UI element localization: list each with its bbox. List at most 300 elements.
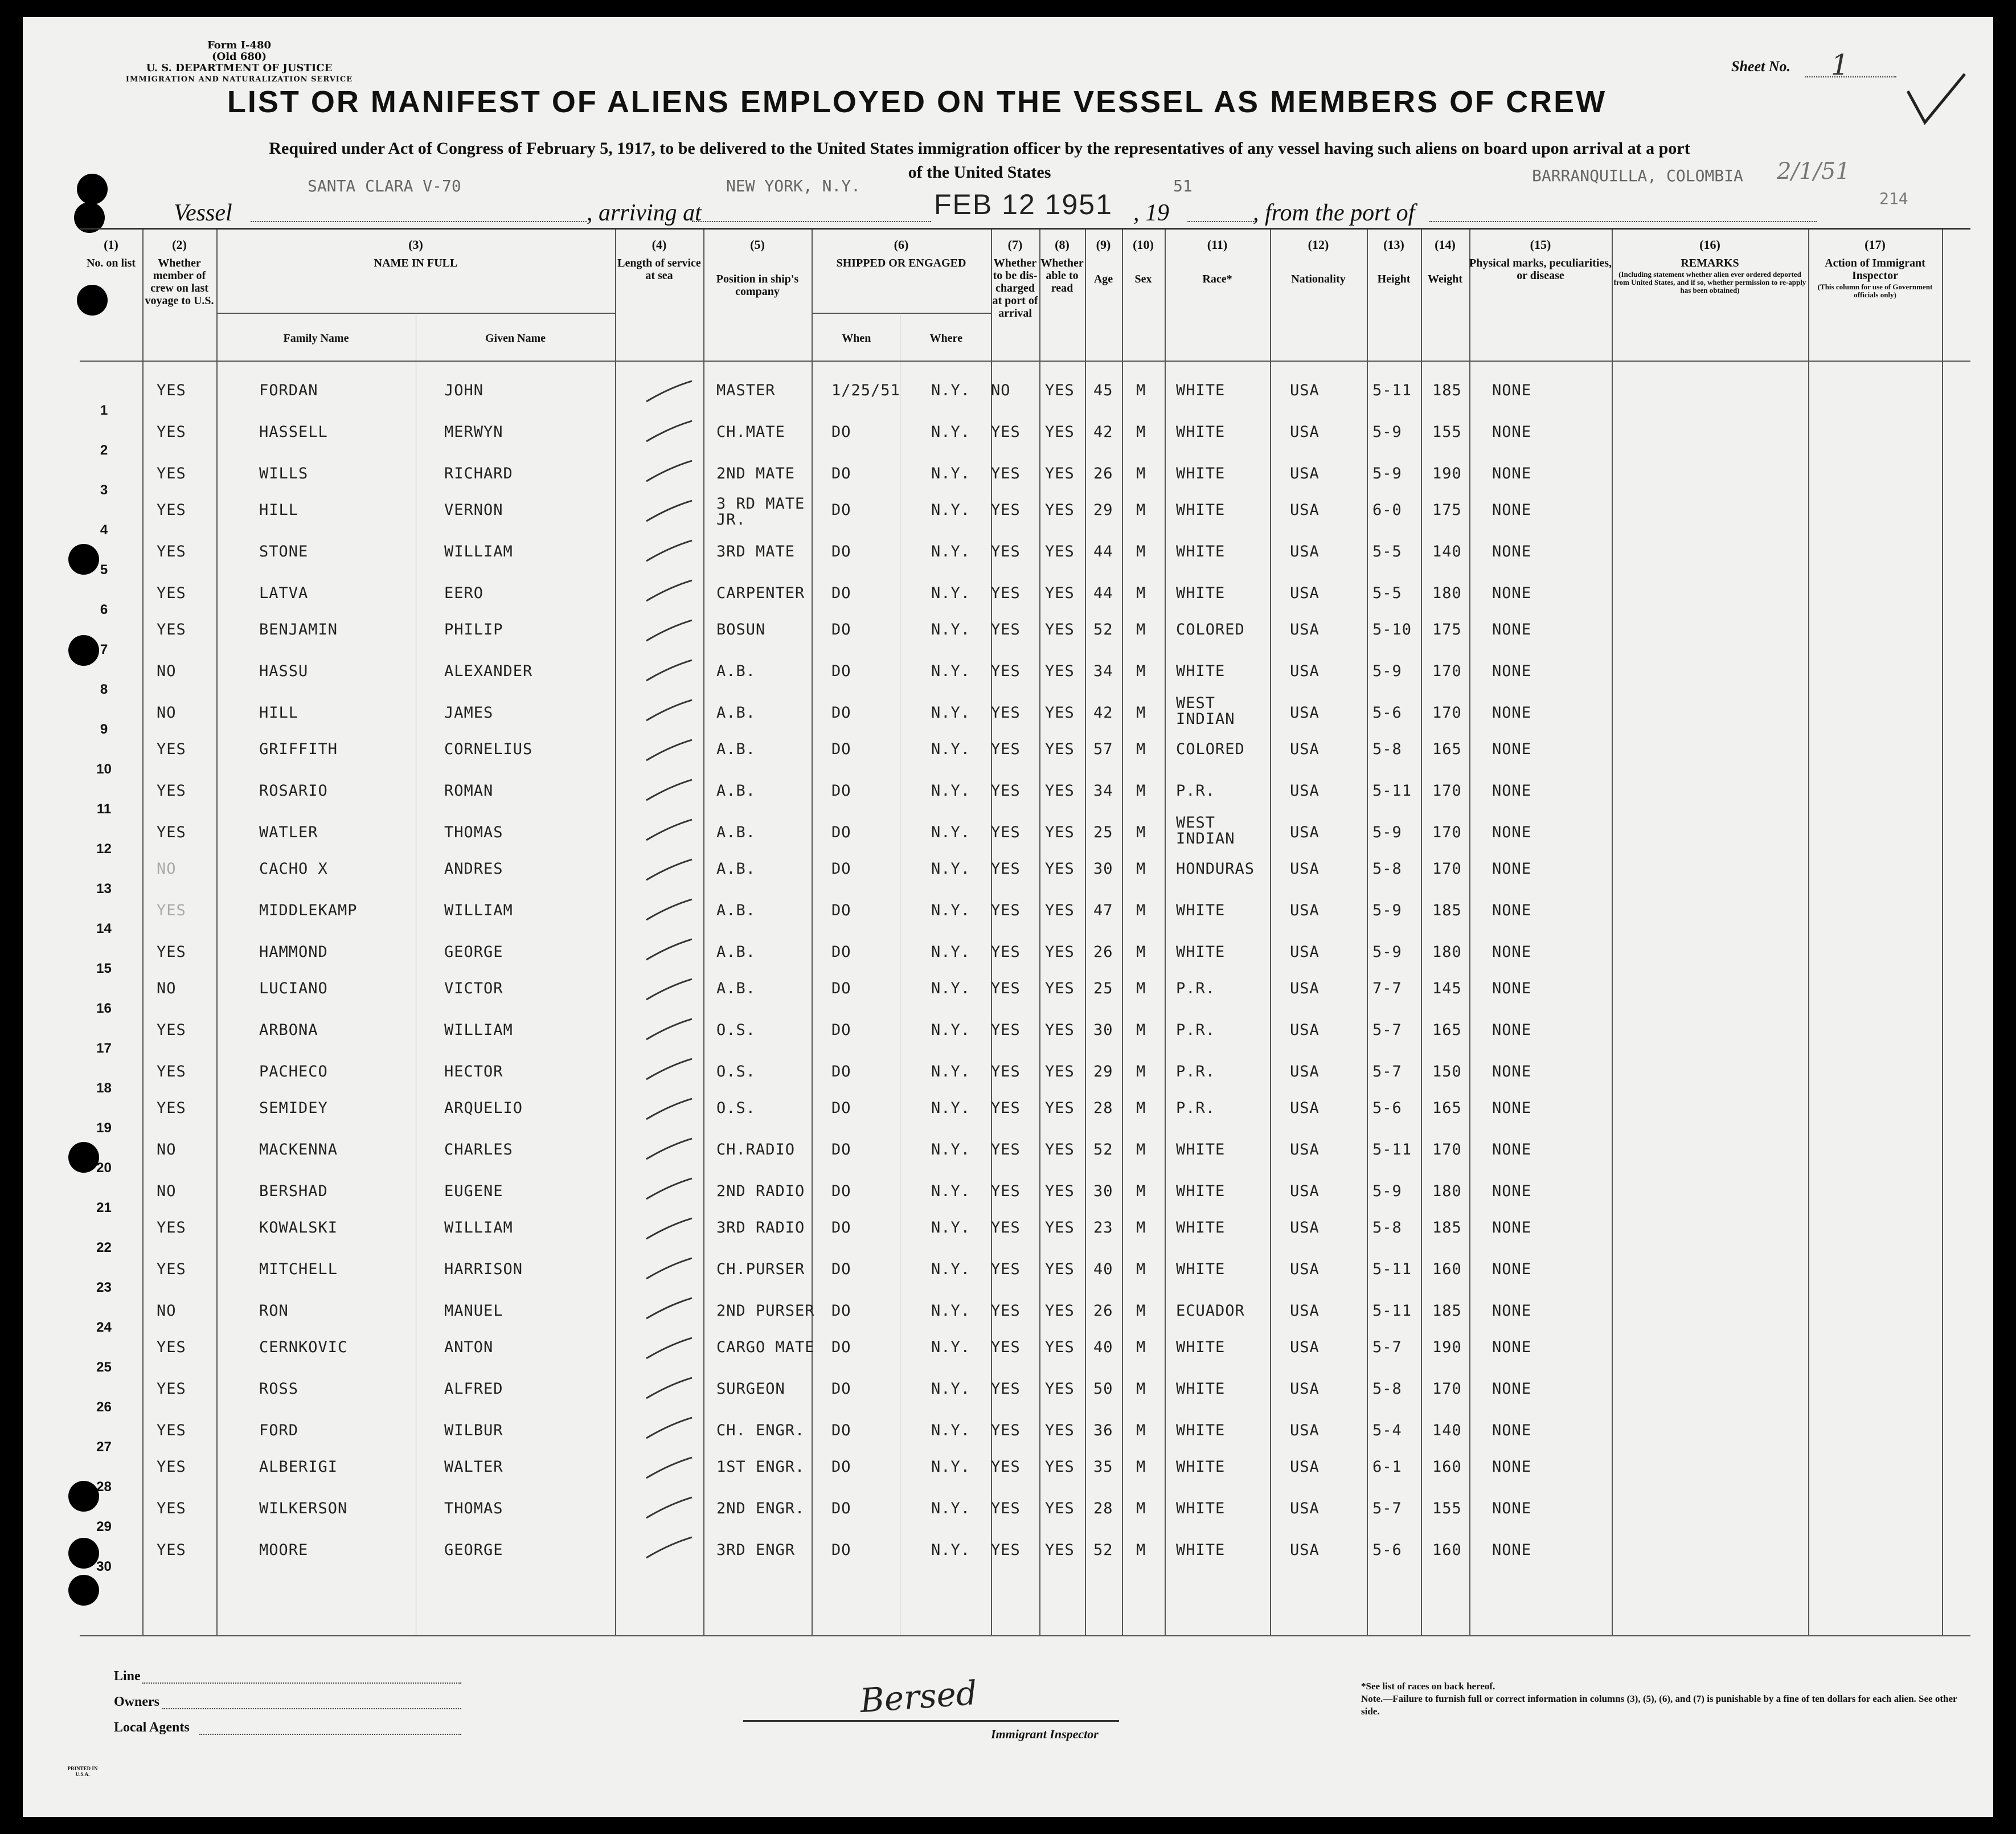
row-number: 21 [96, 1200, 112, 1215]
cell-when: DO [831, 584, 851, 602]
owners-dotline [162, 1708, 461, 1709]
cell-w: 170 [1432, 1380, 1462, 1398]
cell-nat: USA [1290, 382, 1320, 399]
cell-given: GEORGE [444, 1541, 503, 1559]
cell-h: 5-11 [1372, 1141, 1412, 1158]
cell-disch: YES [991, 1422, 1021, 1439]
cell-fam: MIDDLEKAMP [259, 902, 358, 919]
cell-fam: ROSARIO [259, 782, 328, 800]
cell-sex: M [1136, 1141, 1146, 1158]
cell-w: 185 [1432, 1302, 1462, 1320]
from-port-dotline [1429, 221, 1817, 222]
cell-age: 36 [1093, 1422, 1113, 1439]
cell-when: DO [831, 621, 851, 638]
column-header [1421, 239, 1469, 285]
cell-given: ARQUELIO [444, 1099, 523, 1117]
cell-marks: NONE [1492, 704, 1532, 722]
cell-marks: NONE [1492, 860, 1532, 878]
departure-port-value: BARRANQUILLA, COLOMBIA [1532, 166, 1743, 185]
cell-w: 190 [1432, 465, 1462, 482]
cell-when: DO [831, 465, 851, 482]
cell-sex: M [1136, 1380, 1146, 1398]
cell-nat: USA [1290, 584, 1320, 602]
cell-w: 170 [1432, 704, 1462, 722]
cell-read: YES [1045, 704, 1075, 722]
pen-stroke [644, 1016, 695, 1044]
cell-age: 40 [1093, 1338, 1113, 1356]
cell-when: DO [831, 543, 851, 560]
cell-fam: MOORE [259, 1541, 309, 1559]
cell-age: 52 [1093, 1541, 1113, 1559]
cell-when: DO [831, 1099, 851, 1117]
cell-w: 150 [1432, 1063, 1462, 1080]
cell-sex: M [1136, 543, 1146, 560]
year-value: 51 [1173, 177, 1193, 195]
cell-pos: A.B. [716, 980, 756, 997]
column-number: (10) [1133, 238, 1154, 252]
cell-given: EUGENE [444, 1182, 503, 1200]
cell-h: 5-9 [1372, 662, 1402, 680]
cell-sex: M [1136, 740, 1146, 758]
cell-when: DO [831, 1380, 851, 1398]
column-label: Length of service at sea [617, 257, 701, 282]
cell-fam: FORDAN [259, 382, 318, 399]
cell-c2: NO [157, 704, 177, 722]
cell-w: 160 [1432, 1458, 1462, 1476]
cell-nat: USA [1290, 1219, 1320, 1237]
cell-nat: USA [1290, 501, 1320, 519]
line-label: Line [114, 1669, 141, 1684]
cell-race: P.R. [1176, 782, 1216, 800]
cell-race: WHITE [1176, 1338, 1226, 1356]
cell-c2: YES [157, 1380, 186, 1398]
cell-nat: USA [1290, 1458, 1320, 1476]
cell-h: 5-4 [1372, 1422, 1402, 1439]
cell-given: CORNELIUS [444, 740, 533, 758]
statute-line-1: Required under Act of Congress of February 5, 1917, to be delivered to the United States immigration officer by the representatives of any vessel having such aliens on board upon arrival at a port [269, 139, 1690, 158]
cell-disch: YES [991, 902, 1021, 919]
cell-read: YES [1045, 1338, 1075, 1356]
handwritten-date: 2/1/51 [1777, 158, 1850, 185]
cell-w: 170 [1432, 1141, 1462, 1158]
cell-race: P.R. [1176, 1063, 1216, 1080]
cell-sex: M [1136, 1541, 1146, 1559]
cell-race: COLORED [1176, 621, 1245, 638]
row-number: 2 [100, 443, 108, 458]
cell-nat: USA [1290, 1021, 1320, 1039]
cell-given: WALTER [444, 1458, 503, 1476]
cell-disch: NO [991, 382, 1011, 399]
arriving-dotline [692, 221, 931, 222]
cell-nat: USA [1290, 824, 1320, 841]
cell-read: YES [1045, 980, 1075, 997]
cell-fam: SEMIDEY [259, 1099, 328, 1117]
cell-given: HARRISON [444, 1260, 523, 1278]
cell-pos: CH.MATE [716, 423, 785, 441]
cell-w: 145 [1432, 980, 1462, 997]
column-label: Nationality [1291, 273, 1346, 285]
cell-pos: A.B. [716, 860, 756, 878]
column-number: (13) [1383, 238, 1404, 252]
cell-marks: NONE [1492, 740, 1532, 758]
column-subnote: (This column for use of Government officials only) [1817, 283, 1933, 299]
cell-sex: M [1136, 1182, 1146, 1200]
pen-stroke [644, 617, 695, 645]
pen-stroke [644, 896, 695, 924]
column-number: (9) [1096, 238, 1111, 252]
cell-c2: YES [157, 1500, 186, 1517]
crew-table [80, 228, 1970, 1636]
cell-h: 5-8 [1372, 860, 1402, 878]
cell-race: WHITE [1176, 1380, 1226, 1398]
pen-stroke [644, 736, 695, 765]
cell-disch: YES [991, 704, 1021, 722]
cell-h: 5-7 [1372, 1338, 1402, 1356]
cell-race: HONDURAS [1176, 860, 1255, 878]
cell-h: 5-11 [1372, 382, 1412, 399]
cell-c2: YES [157, 1260, 186, 1278]
cell-age: 50 [1093, 1380, 1113, 1398]
cell-when: DO [831, 1422, 851, 1439]
row-number: 18 [96, 1080, 112, 1096]
cell-marks: NONE [1492, 1260, 1532, 1278]
column-header [812, 239, 991, 269]
pen-stroke [644, 378, 695, 406]
pen-stroke [644, 1055, 695, 1084]
cell-pos: A.B. [716, 662, 756, 680]
cell-w: 185 [1432, 382, 1462, 399]
cell-c2: YES [157, 382, 186, 399]
column-header [1367, 239, 1421, 285]
cell-w: 175 [1432, 621, 1462, 638]
pen-stroke [644, 457, 695, 486]
cell-disch: YES [991, 943, 1021, 961]
cell-given: WILLIAM [444, 543, 513, 560]
cell-disch: YES [991, 662, 1021, 680]
column-label: Height [1377, 273, 1411, 285]
cell-sex: M [1136, 662, 1146, 680]
cell-read: YES [1045, 1422, 1075, 1439]
cell-w: 180 [1432, 584, 1462, 602]
cell-pos: 3 RD MATE JR. [716, 495, 805, 529]
column-number: (7) [1007, 238, 1023, 252]
cell-read: YES [1045, 382, 1075, 399]
row-number: 29 [96, 1519, 112, 1534]
cell-c2: YES [157, 740, 186, 758]
cell-sex: M [1136, 1500, 1146, 1517]
cell-race: COLORED [1176, 740, 1245, 758]
cell-nat: USA [1290, 1338, 1320, 1356]
cell-given: THOMAS [444, 1500, 503, 1517]
cell-where: N.Y. [931, 1541, 971, 1559]
cell-sex: M [1136, 1063, 1146, 1080]
cell-race: WHITE [1176, 1219, 1226, 1237]
cell-given: ANTON [444, 1338, 494, 1356]
column-header [615, 239, 703, 282]
cell-where: N.Y. [931, 1021, 971, 1039]
cell-c2: YES [157, 465, 186, 482]
column-header [1122, 239, 1165, 285]
cell-race: WHITE [1176, 662, 1226, 680]
cell-age: 47 [1093, 902, 1113, 919]
cell-disch: YES [991, 1219, 1021, 1237]
cell-race: WHITE [1176, 465, 1226, 482]
cell-marks: NONE [1492, 584, 1532, 602]
cell-age: 40 [1093, 1260, 1113, 1278]
cell-c2: YES [157, 584, 186, 602]
cell-read: YES [1045, 1021, 1075, 1039]
cell-given: ALFRED [444, 1380, 503, 1398]
cell-marks: NONE [1492, 782, 1532, 800]
pen-stroke [644, 657, 695, 685]
cell-pos: BOSUN [716, 621, 766, 638]
cell-where: N.Y. [931, 1219, 971, 1237]
cell-w: 140 [1432, 1422, 1462, 1439]
row-number: 12 [96, 841, 112, 857]
line-dotline [142, 1682, 461, 1684]
column-subnote: (Including statement whether alien ever ordered deported from United States, and if so, whether permission to re-apply has been obtained) [1613, 270, 1806, 294]
cell-h: 5-11 [1372, 782, 1412, 800]
cell-where: N.Y. [931, 1063, 971, 1080]
cell-age: 35 [1093, 1458, 1113, 1476]
cell-read: YES [1045, 543, 1075, 560]
row-number: 3 [100, 482, 108, 498]
cell-fam: WILLS [259, 465, 309, 482]
cell-disch: YES [991, 980, 1021, 997]
row-number: 24 [96, 1320, 112, 1335]
cell-c2: YES [157, 1422, 186, 1439]
cell-nat: USA [1290, 1302, 1320, 1320]
row-number: 10 [96, 762, 112, 777]
cell-disch: YES [991, 1141, 1021, 1158]
cell-age: 30 [1093, 1021, 1113, 1039]
row-number: 15 [96, 961, 112, 976]
cell-race: WHITE [1176, 1182, 1226, 1200]
pen-stroke [644, 1135, 695, 1164]
cell-pos: CH.RADIO [716, 1141, 796, 1158]
cell-given: VICTOR [444, 980, 503, 997]
row-number: 1 [100, 403, 108, 418]
cell-w: 170 [1432, 860, 1462, 878]
cell-read: YES [1045, 824, 1075, 841]
cell-read: YES [1045, 423, 1075, 441]
cell-fam: LATVA [259, 584, 309, 602]
cell-sex: M [1136, 980, 1146, 997]
cell-fam: HASSU [259, 662, 309, 680]
cell-read: YES [1045, 621, 1075, 638]
cell-given: RICHARD [444, 465, 513, 482]
pen-stroke [644, 577, 695, 605]
cell-c2: NO [157, 1182, 177, 1200]
column-header [991, 239, 1039, 320]
cell-when: DO [831, 704, 851, 722]
cell-marks: NONE [1492, 662, 1532, 680]
cell-w: 170 [1432, 824, 1462, 841]
cell-c2: YES [157, 943, 186, 961]
cell-read: YES [1045, 1302, 1075, 1320]
manifest-sheet [23, 17, 1993, 1817]
cell-pos: SURGEON [716, 1380, 785, 1398]
cell-pos: A.B. [716, 902, 756, 919]
cell-pos: A.B. [716, 943, 756, 961]
row-number: 23 [96, 1280, 112, 1295]
cell-age: 45 [1093, 382, 1113, 399]
cell-race: P.R. [1176, 980, 1216, 997]
cell-when: DO [831, 1302, 851, 1320]
footer-notes [1361, 1680, 1965, 1718]
cell-fam: GRIFFITH [259, 740, 338, 758]
cell-c2: YES [157, 501, 186, 519]
cell-nat: USA [1290, 1099, 1320, 1117]
column-label: Whether to be dis-charged at port of arrival [992, 257, 1038, 320]
cell-sex: M [1136, 584, 1146, 602]
row-number: 30 [96, 1559, 112, 1574]
column-number: (16) [1699, 238, 1720, 252]
pen-stroke [644, 1374, 695, 1403]
cell-marks: NONE [1492, 1063, 1532, 1080]
cell-given: WILLIAM [444, 1219, 513, 1237]
cell-fam: ROSS [259, 1380, 299, 1398]
cell-h: 5-9 [1372, 423, 1402, 441]
cell-given: ROMAN [444, 782, 494, 800]
agents-label: Local Agents [114, 1720, 190, 1735]
cell-pos: CARGO MATE [716, 1338, 815, 1356]
cell-when: DO [831, 501, 851, 519]
cell-given: EERO [444, 584, 484, 602]
cell-read: YES [1045, 782, 1075, 800]
cell-h: 5-5 [1372, 584, 1402, 602]
cell-read: YES [1045, 465, 1075, 482]
row-number: 16 [96, 1001, 112, 1016]
cell-disch: YES [991, 824, 1021, 841]
cell-fam: WILKERSON [259, 1500, 348, 1517]
cell-c2: YES [157, 1458, 186, 1476]
column-label: SHIPPED OR ENGAGED [836, 257, 966, 269]
cell-age: 52 [1093, 621, 1113, 638]
cell-disch: YES [991, 782, 1021, 800]
punch-hole [77, 174, 108, 204]
column-number: (5) [750, 238, 765, 252]
cell-marks: NONE [1492, 543, 1532, 560]
cell-read: YES [1045, 902, 1075, 919]
cell-nat: USA [1290, 782, 1320, 800]
column-header [703, 239, 812, 298]
cell-given: JOHN [444, 382, 484, 399]
cell-pos: 3RD MATE [716, 543, 796, 560]
cell-marks: NONE [1492, 501, 1532, 519]
cell-given: WILLIAM [444, 902, 513, 919]
page-title: LIST OR MANIFEST OF ALIENS EMPLOYED ON THE VESSEL AS MEMBERS OF CREW [227, 85, 1607, 119]
cell-where: N.Y. [931, 1500, 971, 1517]
cell-pos: 2ND MATE [716, 465, 796, 482]
cell-when: DO [831, 423, 851, 441]
cell-where: N.Y. [931, 1380, 971, 1398]
cell-c2: YES [157, 543, 186, 560]
cell-nat: USA [1290, 1541, 1320, 1559]
cell-read: YES [1045, 1260, 1075, 1278]
cell-sex: M [1136, 1021, 1146, 1039]
cell-marks: NONE [1492, 1338, 1532, 1356]
cell-h: 5-11 [1372, 1260, 1412, 1278]
cell-fam: MACKENNA [259, 1141, 338, 1158]
cell-sex: M [1136, 465, 1146, 482]
column-label: NAME IN FULL [374, 257, 458, 269]
from-port-label: , from the port of [1253, 200, 1415, 226]
cell-nat: USA [1290, 1422, 1320, 1439]
pen-stroke [644, 856, 695, 885]
cell-where: N.Y. [931, 943, 971, 961]
cell-sex: M [1136, 860, 1146, 878]
cell-sex: M [1136, 704, 1146, 722]
cell-given: THOMAS [444, 824, 503, 841]
cell-fam: KOWALSKI [259, 1219, 338, 1237]
cell-where: N.Y. [931, 584, 971, 602]
cell-disch: YES [991, 1260, 1021, 1278]
cell-fam: HILL [259, 704, 299, 722]
cell-h: 5-6 [1372, 1099, 1402, 1117]
cell-h: 5-7 [1372, 1500, 1402, 1517]
cell-c2: YES [157, 1219, 186, 1237]
cell-read: YES [1045, 1099, 1075, 1117]
cell-w: 155 [1432, 423, 1462, 441]
cell-age: 44 [1093, 584, 1113, 602]
cell-h: 5-8 [1372, 1380, 1402, 1398]
cell-race: WHITE [1176, 902, 1226, 919]
cell-race: WEST INDIAN [1176, 694, 1235, 728]
cell-sex: M [1136, 1219, 1146, 1237]
cell-h: 5-6 [1372, 704, 1402, 722]
row-number: 28 [96, 1479, 112, 1495]
row-number: 4 [100, 522, 108, 538]
cell-marks: NONE [1492, 980, 1532, 997]
cell-age: 30 [1093, 860, 1113, 878]
column-label: Physical marks, peculiarities, or disease [1469, 257, 1612, 282]
cell-pos: A.B. [716, 704, 756, 722]
cell-given: JAMES [444, 704, 494, 722]
cell-fam: CERNKOVIC [259, 1338, 348, 1356]
cell-marks: NONE [1492, 1219, 1532, 1237]
cell-where: N.Y. [931, 1422, 971, 1439]
cell-when: DO [831, 980, 851, 997]
row-number: 7 [100, 642, 108, 657]
pen-stroke [644, 1255, 695, 1283]
cell-race: P.R. [1176, 1099, 1216, 1117]
cell-when: DO [831, 1021, 851, 1039]
cell-marks: NONE [1492, 465, 1532, 482]
column-number: (17) [1865, 238, 1886, 252]
cell-h: 5-9 [1372, 465, 1402, 482]
inspector-signature: Bersed [858, 1673, 979, 1721]
cell-given: ALEXANDER [444, 662, 533, 680]
cell-pos: 2ND PURSER [716, 1302, 815, 1320]
cell-nat: USA [1290, 943, 1320, 961]
cell-age: 57 [1093, 740, 1113, 758]
cell-race: WHITE [1176, 1500, 1226, 1517]
cell-c2: YES [157, 1021, 186, 1039]
cell-w: 185 [1432, 1219, 1462, 1237]
pen-stroke [644, 1534, 695, 1562]
sheet-number-value: 1 [1831, 48, 1849, 81]
cell-disch: YES [991, 501, 1021, 519]
cell-w: 165 [1432, 740, 1462, 758]
cell-c2: YES [157, 1338, 186, 1356]
cell-when: DO [831, 782, 851, 800]
cell-w: 185 [1432, 902, 1462, 919]
cell-where: N.Y. [931, 1338, 971, 1356]
cell-marks: NONE [1492, 902, 1532, 919]
form-old-number: (Old 680) [212, 51, 267, 63]
cell-given: CHARLES [444, 1141, 513, 1158]
